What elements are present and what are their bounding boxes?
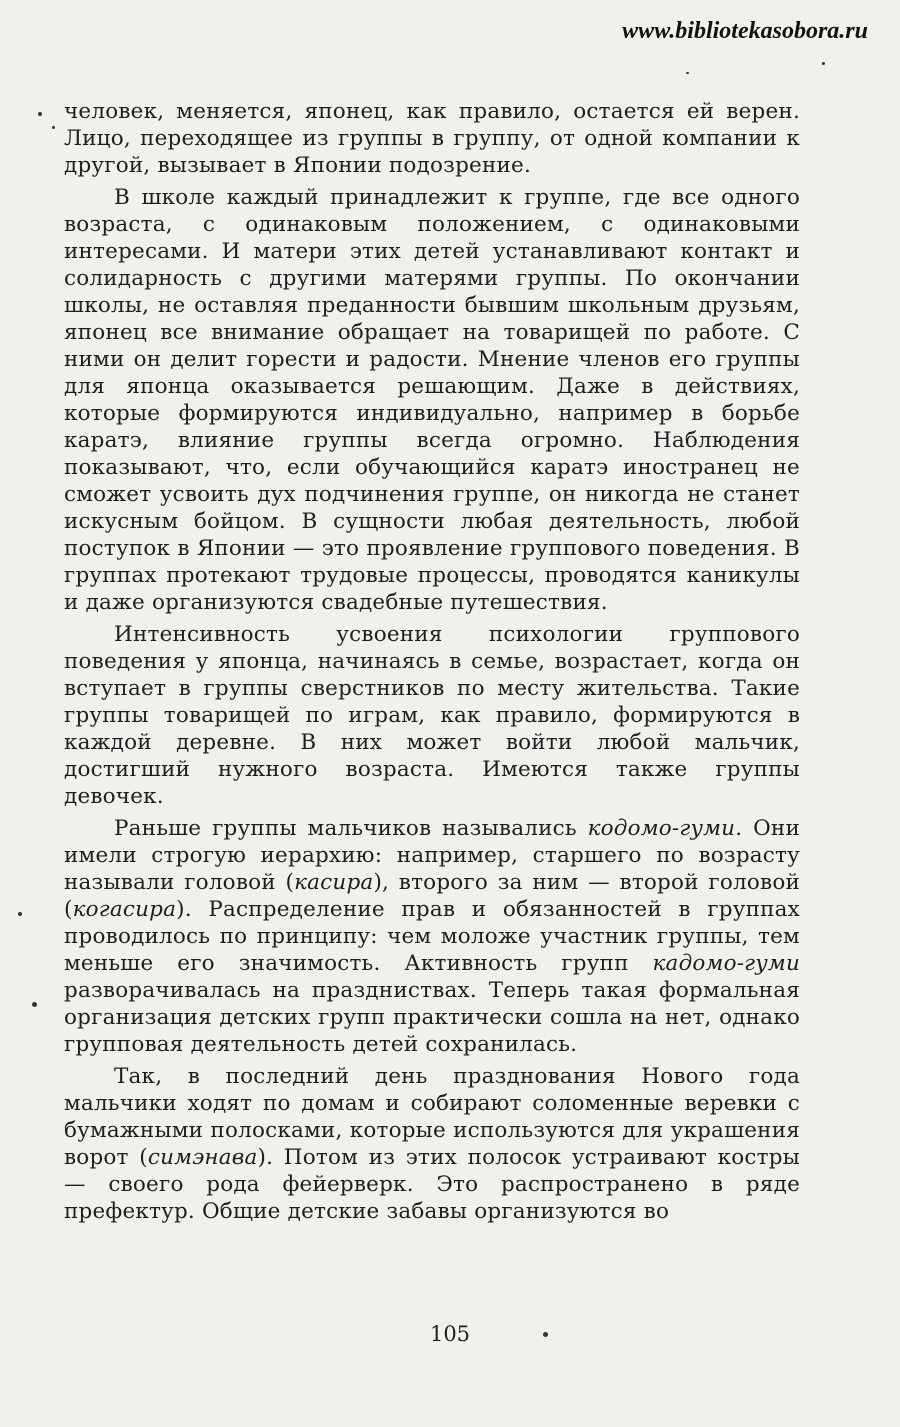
- paragraph: [64, 98, 800, 179]
- paragraph: [64, 815, 800, 1058]
- text-run: разворачивалась на праздниствах. Теперь такая формальная организация детских групп практически сошла на нет, однако групповая деятельность детей сохранилась.: [64, 978, 800, 1057]
- italic-term: кадомо-гуми: [652, 951, 800, 976]
- scan-speck: [822, 62, 825, 65]
- scan-speck: [32, 1002, 37, 1007]
- page-body: [64, 98, 800, 1225]
- text-run: Так, в последний день празднования Нового года мальчики ходят по домам и собирают соломенные веревки с бумажными полосками, которые используются для украшения ворот (: [64, 1064, 800, 1170]
- scan-speck: [52, 126, 55, 129]
- text-run: Раньше группы мальчиков назывались: [114, 816, 588, 841]
- italic-term: когасира: [72, 897, 177, 922]
- italic-term: симэнава: [147, 1145, 258, 1170]
- text-run: ). Потом из этих полосок устраивают костры — своего рода фейерверк. Это распространено в ряде префектур. Общие детские забавы организуются во: [64, 1145, 800, 1224]
- italic-term: кодомо-гуми: [587, 816, 736, 841]
- text-run: В школе каждый принадлежит к группе, где все одного возраста, с одинаковым положением, с одинаковыми интересами. И матери этих детей устанавливают контакт и солидарность с другими матерями группы. По окончании школы, не оставляя преданности бывшим школьным друзьям, японец все внимание обращает на товарищей по работе. С ними он делит горести и радости. Мнение членов его группы для японца оказывается решающим. Даже в действиях, которые формируются индивидуально, например в борьбе каратэ, влияние группы всегда огромно. Наблюдения показывают, что, если обучающийся каратэ иностранец не сможет усвоить дух подчинения группе, он никогда не станет искусным бойцом. В сущности любая деятельность, любой поступок в Японии — это проявление группового поведения. В группах протекают трудовые процессы, проводятся каникулы и даже организуются свадебные путешествия.: [64, 185, 800, 615]
- scan-speck: [686, 72, 689, 74]
- watermark-url: www.bibliotekasobora.ru: [622, 18, 868, 44]
- text-run: человек, меняется, японец, как правило, остается ей верен. Лицо, переходящее из группы в группу, от одной компании к другой, вызывает в Японии подозрение.: [64, 99, 800, 178]
- text-run: ), второго за ним — второй головой (: [64, 870, 800, 922]
- italic-term: касира: [294, 870, 374, 895]
- paragraph: [64, 184, 800, 616]
- text-run: . Они имели строгую иерархию: например, старшего по возрасту называли головой (: [64, 816, 800, 895]
- scan-speck: [543, 1332, 548, 1337]
- scan-speck: [18, 912, 22, 916]
- scan-speck: [38, 112, 42, 116]
- page-number: 105: [429, 1322, 471, 1346]
- paragraph: [64, 621, 800, 810]
- text-run: ). Распределение прав и обязанностей в группах проводилось по принципу: чем моложе участник группы, тем меньше его значимость. Активность групп: [64, 897, 800, 976]
- text-run: Интенсивность усвоения психологии группового поведения у японца, начинаясь в семье, возрастает, когда он вступает в группы сверстников по месту жительства. Такие группы товарищей по играм, как правило, формируются в каждой деревне. В них может войти любой мальчик, достигший нужного возраста. Имеются также группы девочек.: [64, 622, 800, 809]
- paragraph: [64, 1063, 800, 1225]
